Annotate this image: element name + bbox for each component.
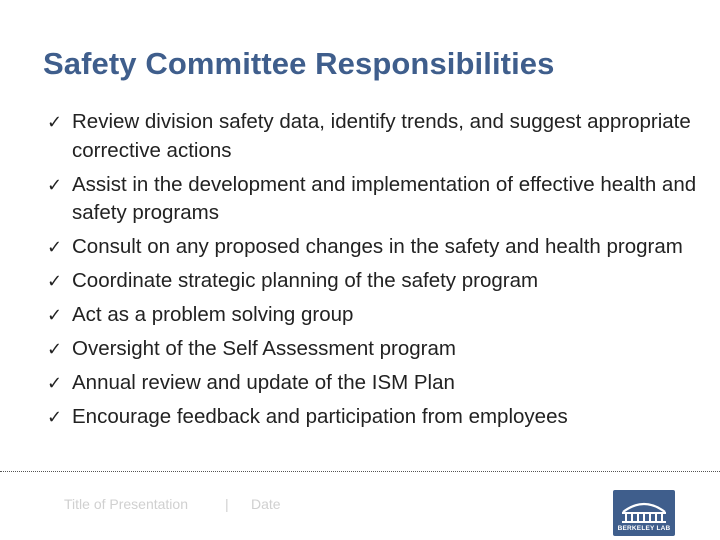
list-item bbox=[47, 403, 707, 432]
list-item bbox=[47, 171, 707, 228]
bullet-text: Encourage feedback and participation from employees bbox=[72, 405, 568, 428]
responsibilities-list bbox=[47, 108, 707, 437]
slide-title: Safety Committee Responsibilities bbox=[43, 46, 555, 81]
list-item bbox=[47, 233, 707, 262]
checkmark-icon: ✓ bbox=[47, 339, 63, 359]
footer-date: Date bbox=[251, 496, 281, 512]
footer-presentation-title: Title of Presentation bbox=[64, 496, 188, 512]
checkmark-icon: ✓ bbox=[47, 174, 63, 195]
berkeley-lab-logo bbox=[613, 490, 675, 536]
bullet-text: Act as a problem solving group bbox=[72, 303, 354, 326]
bullet-text: Assist in the development and implementation of effective health and safety programs bbox=[72, 172, 697, 224]
checkmark-icon: ✓ bbox=[47, 271, 63, 291]
list-item bbox=[47, 369, 707, 398]
list-item bbox=[47, 108, 707, 165]
checkmark-icon: ✓ bbox=[47, 305, 63, 325]
checkmark-icon: ✓ bbox=[47, 112, 63, 132]
footer-divider bbox=[0, 471, 720, 472]
bullet-text: Annual review and update of the ISM Plan bbox=[72, 371, 455, 394]
checkmark-icon: ✓ bbox=[47, 407, 63, 427]
list-item bbox=[47, 267, 707, 296]
checkmark-icon: ✓ bbox=[47, 373, 63, 393]
bullet-text: Coordinate strategic planning of the safety program bbox=[72, 269, 539, 292]
bullet-text: Review division safety data, identify trends, and suggest appropriate corrective actions bbox=[72, 110, 691, 162]
footer-separator: | bbox=[225, 496, 229, 512]
list-item bbox=[47, 335, 707, 364]
list-item bbox=[47, 301, 707, 330]
logo-wordmark: BERKELEY LAB bbox=[617, 525, 671, 532]
bullet-text: Oversight of the Self Assessment program bbox=[72, 337, 456, 360]
bullet-text: Consult on any proposed changes in the safety and health program bbox=[72, 235, 683, 258]
checkmark-icon: ✓ bbox=[47, 237, 63, 257]
